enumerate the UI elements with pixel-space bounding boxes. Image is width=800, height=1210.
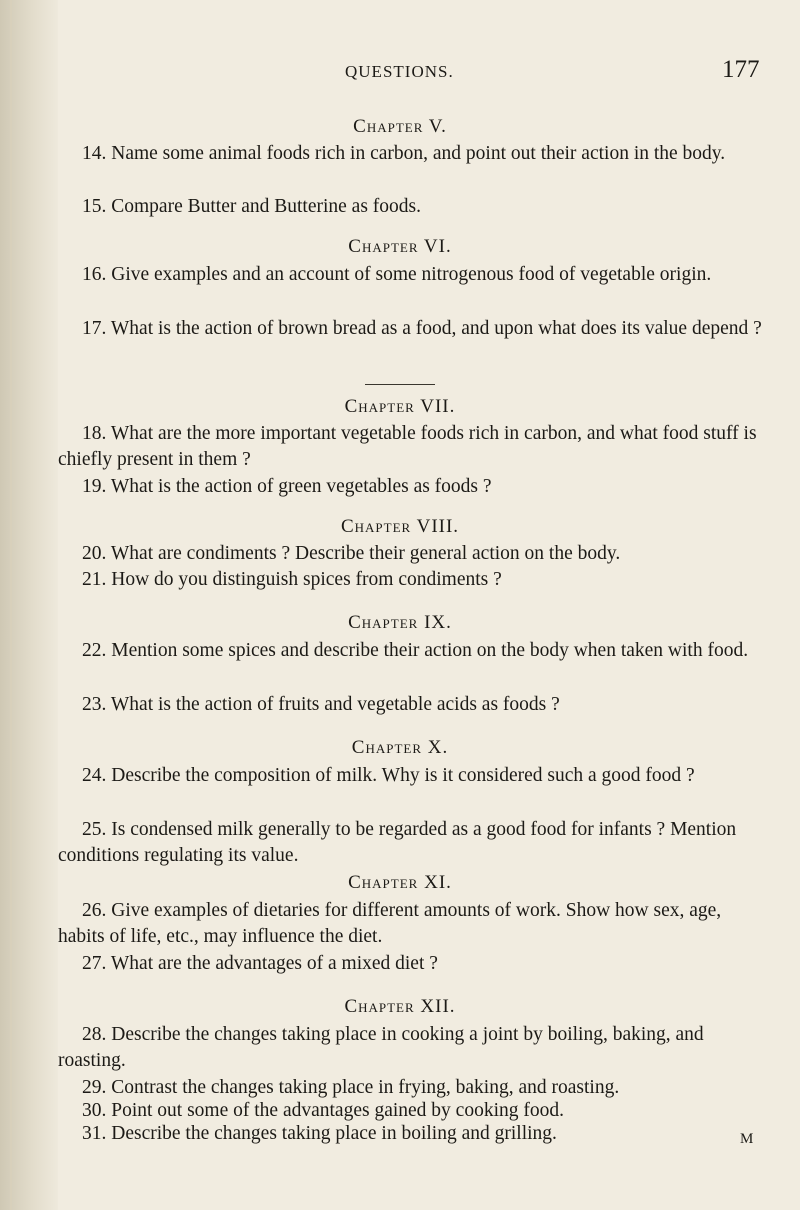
- chapter-heading-vii: Chapter VII.: [344, 396, 456, 417]
- question-16: 16. Give examples and an account of some nitrogenous food of vegetable origin.: [82, 264, 712, 285]
- question-14: 14. Name some animal foods rich in carbon, and point out their action in the body.: [82, 143, 726, 164]
- chapter-heading-viii: Chapter VIII.: [340, 516, 460, 537]
- question-25: 25. Is condensed milk generally to be regarded as a good food for infants ? Mention conditions regulating its value.: [58, 819, 737, 866]
- question-22: 22. Mention some spices and describe their action on the body when taken with food.: [82, 640, 749, 661]
- signature-mark: M: [740, 1131, 754, 1147]
- question-23: 23. What is the action of fruits and vegetable acids as foods ?: [82, 694, 560, 715]
- running-head: QUESTIONS.: [345, 62, 454, 81]
- section-rule: [365, 384, 435, 385]
- page-number: 177: [722, 56, 760, 83]
- chapter-heading-ix: Chapter IX.: [348, 612, 452, 633]
- question-27: 27. What are the advantages of a mixed diet ?: [82, 953, 438, 974]
- question-18: 18. What are the more important vegetable foods rich in carbon, and what food stuff is chiefly present in them ?: [58, 423, 757, 470]
- question-26: 26. Give examples of dietaries for different amounts of work. Show how sex, age, habits of life, etc., may influence the diet.: [58, 900, 722, 947]
- chapter-heading-v: Chapter V.: [353, 116, 447, 137]
- question-21: 21. How do you distinguish spices from condiments ?: [82, 569, 502, 590]
- question-29: 29. Contrast the changes taking place in frying, baking, and roasting.: [82, 1077, 620, 1098]
- question-30: 30. Point out some of the advantages gained by cooking food.: [82, 1100, 564, 1121]
- question-19: 19. What is the action of green vegetables as foods ?: [82, 476, 492, 497]
- chapter-heading-vi: Chapter VI.: [348, 236, 452, 257]
- question-15: 15. Compare Butter and Butterine as foods.: [82, 196, 422, 217]
- question-28: 28. Describe the changes taking place in cooking a joint by boiling, baking, and roasting.: [58, 1024, 704, 1071]
- question-17: 17. What is the action of brown bread as a food, and upon what does its value depend ?: [82, 318, 762, 339]
- question-20: 20. What are condiments ? Describe their general action on the body.: [82, 543, 621, 564]
- question-31: 31. Describe the changes taking place in boiling and grilling.: [82, 1123, 557, 1144]
- chapter-heading-xii: Chapter XII.: [344, 996, 456, 1017]
- chapter-heading-x: Chapter X.: [351, 737, 449, 758]
- chapter-heading-xi: Chapter XI.: [348, 872, 452, 893]
- question-24: 24. Describe the composition of milk. Why is it considered such a good food ?: [82, 765, 695, 786]
